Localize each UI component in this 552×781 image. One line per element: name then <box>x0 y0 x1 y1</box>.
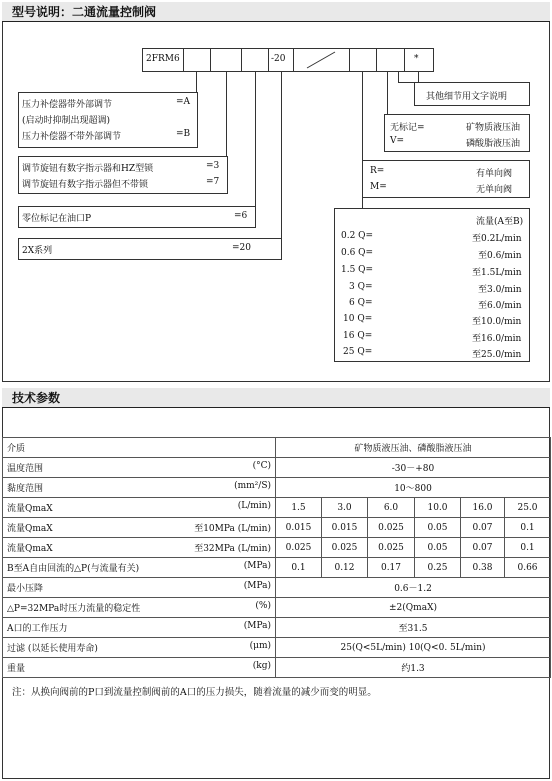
spec-cell: 1.5 <box>276 498 322 518</box>
flow-desc: 至25.0/min <box>472 350 522 360</box>
spec-cell: 0.025 <box>368 518 415 538</box>
model-cell-3 <box>241 48 269 72</box>
flow-code: 10 Q= <box>343 314 373 324</box>
flow-header: 流量(A至B) <box>476 217 524 227</box>
series-text: 2X系列 <box>22 246 53 256</box>
flow-code: 16 Q= <box>343 331 373 341</box>
compensator-code: =A <box>176 97 191 107</box>
section-title-specs <box>2 388 550 408</box>
specs-title: 技术参数 <box>12 391 61 405</box>
fluid-desc: 磷酸脂液压油 <box>466 139 521 149</box>
spec-cell: 0.38 <box>461 558 505 578</box>
spec-cell: 16.0 <box>461 498 505 518</box>
spec-cell: 0.025 <box>322 538 368 558</box>
spec-value: ±2(QmaX) <box>276 598 551 618</box>
flow-desc: 至1.5L/min <box>472 268 522 278</box>
table-row <box>3 438 551 458</box>
spec-value: 10～800 <box>276 478 551 498</box>
model-cell-7 <box>376 48 405 72</box>
spec-cell: 0.17 <box>368 558 415 578</box>
model-code-text: 2FRM6 <box>146 54 180 64</box>
spec-cell: 3.0 <box>322 498 368 518</box>
table-row <box>3 598 551 618</box>
spec-label: 流量QmaX 至10MPa (L/min) <box>3 518 276 538</box>
spec-cell: 0.12 <box>322 558 368 578</box>
flow-desc: 至0.2L/min <box>472 234 522 244</box>
spec-label: 过滤 (以延长使用寿命) (μm) <box>3 638 276 658</box>
flow-code: 25 Q= <box>343 347 373 357</box>
table-row <box>3 498 551 518</box>
check-desc: 有单向阀 <box>476 169 513 179</box>
table-row <box>3 578 551 598</box>
flow-desc: 至6.0/min <box>478 301 522 311</box>
model-cell-6 <box>349 48 377 72</box>
compensator-code: =B <box>176 129 191 139</box>
spec-label: △P=32MPa时压力流量的稳定性 (%) <box>3 598 276 618</box>
spec-cell: 0.05 <box>415 538 461 558</box>
connector-line <box>255 72 256 212</box>
fluid-code: 无标记= <box>390 123 425 133</box>
knob-text: 调节旋钮有数字指示器和HZ型锁 <box>22 164 154 174</box>
spec-label: 最小压降 (MPa) <box>3 578 276 598</box>
other-details-text: 其他细节用文字说明 <box>426 92 508 102</box>
table-row <box>3 658 551 678</box>
spec-value: 至31.5 <box>276 618 551 638</box>
compensator-text: 压力补偿器不带外部调节 <box>22 132 122 142</box>
spec-cell: 0.015 <box>276 518 322 538</box>
table-row <box>3 618 551 638</box>
footnote: 注：从换向阀前的P口到流量控制阀前的A口的压力损失，随着流量的减少而变的明显。 <box>12 687 377 698</box>
flow-desc: 至16.0/min <box>472 334 522 344</box>
compensator-text: (启动时抑制出现超调) <box>22 116 111 126</box>
flow-desc: 至0.6/min <box>478 251 522 261</box>
model-cell-2 <box>210 48 242 72</box>
spec-value: 约1.3 <box>276 658 551 678</box>
spec-label: 流量QmaX (L/min) <box>3 498 276 518</box>
model-cell-1 <box>183 48 211 72</box>
spec-cell: 0.05 <box>415 518 461 538</box>
check-code: M= <box>370 182 387 192</box>
knob-code: =3 <box>206 161 220 171</box>
spec-cell: 6.0 <box>368 498 415 518</box>
spec-value: 25(Q<5L/min) 10(Q<0. 5L/min) <box>276 638 551 658</box>
spec-cell: 0.025 <box>368 538 415 558</box>
spec-label: A口的工作压力 (MPa) <box>3 618 276 638</box>
spec-cell: 0.015 <box>322 518 368 538</box>
spec-label: 重量 (kg) <box>3 658 276 678</box>
flow-code: 0.2 Q= <box>341 231 374 241</box>
spec-cell: 0.1 <box>276 558 322 578</box>
model-series-text: -20 <box>271 54 286 64</box>
spec-label: 黏度范围 (mm²/S) <box>3 478 276 498</box>
model-cell-8 <box>404 48 434 72</box>
connector-line <box>281 72 282 246</box>
knob-code: =7 <box>206 177 220 187</box>
spec-label: B至A自由回流的△P(与流量有关) (MPa) <box>3 558 276 578</box>
section-title-model <box>2 2 550 22</box>
zero-mark-text: 零位标记在油口P <box>22 214 92 224</box>
spec-label: 温度范围 (°C) <box>3 458 276 478</box>
flow-code: 3 Q= <box>349 282 373 292</box>
fluid-desc: 矿物质液压油 <box>466 123 521 133</box>
check-desc: 无单向阀 <box>476 185 513 195</box>
spec-value: 矿物质液压油、磷酸脂液压油 <box>276 438 551 458</box>
fluid-code: V= <box>390 136 405 146</box>
spec-cell: 0.1 <box>505 518 551 538</box>
slash-divider <box>293 48 350 72</box>
spec-cell: 0.07 <box>461 538 505 558</box>
flow-desc: 至10.0/min <box>472 317 522 327</box>
spec-cell: 0.025 <box>276 538 322 558</box>
spec-cell: 10.0 <box>415 498 461 518</box>
spec-label: 介质 <box>3 438 276 458</box>
compensator-text: 压力补偿器带外部调节 <box>22 100 113 110</box>
table-row <box>3 518 551 538</box>
check-code: R= <box>370 166 385 176</box>
spec-label: 流量QmaX 至32MPa (L/min) <box>3 538 276 558</box>
flow-code: 0.6 Q= <box>341 248 374 258</box>
spec-value: 0.6－1.2 <box>276 578 551 598</box>
model-title: 型号说明：二通流量控制阀 <box>12 5 157 19</box>
spec-cell: 0.66 <box>505 558 551 578</box>
table-row <box>3 478 551 498</box>
model-star-text: * <box>414 54 419 64</box>
zero-mark-code: =6 <box>234 211 248 221</box>
spec-value: -30－+80 <box>276 458 551 478</box>
spec-cell: 25.0 <box>505 498 551 518</box>
flow-code: 6 Q= <box>349 298 373 308</box>
table-row <box>3 458 551 478</box>
spec-cell: 0.25 <box>415 558 461 578</box>
spec-cell: 0.07 <box>461 518 505 538</box>
table-row <box>3 638 551 658</box>
connector-line <box>398 72 399 82</box>
flow-desc: 至3.0/min <box>478 285 522 295</box>
table-row <box>3 558 551 578</box>
table-row <box>3 538 551 558</box>
knob-text: 调节旋钮有数字指示器但不带锁 <box>22 180 149 190</box>
specs-table <box>2 437 551 678</box>
connector-line <box>226 72 227 158</box>
series-code: =20 <box>232 243 251 253</box>
spec-cell: 0.1 <box>505 538 551 558</box>
flow-code: 1.5 Q= <box>341 265 374 275</box>
